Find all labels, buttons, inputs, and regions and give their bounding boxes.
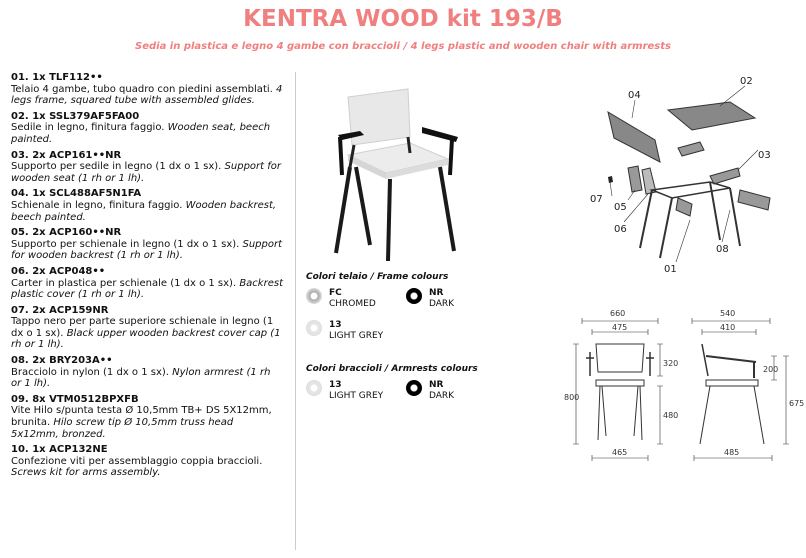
part-qty: 2x [32,227,46,239]
part-code: ACP159NR [49,304,109,316]
light-grey-swatch [306,320,322,336]
part-number: 03. [11,149,29,161]
part-desc-en: Black upper wooden backrest cover cap (1 rh or 1 lh). [11,327,281,351]
part-item [11,188,283,223]
light-grey-swatch [306,380,322,396]
dim-arm-height: 675 [789,399,805,408]
part-header [11,227,283,239]
chromed-swatch [306,288,322,304]
parts-list [11,72,283,483]
exploded-view-diagram [580,70,795,280]
part-desc-it: Sedile in legno, finitura faggio. [11,122,165,134]
part-code: ACP161••NR [49,149,122,161]
arm-colour-dark [406,380,506,402]
dark-swatch [406,380,422,396]
part-number: 01. [11,72,29,83]
dim-front-width-total: 660 [610,309,626,318]
dim-height-total: 800 [564,393,580,402]
callout-02: 02 [740,76,753,87]
arm-colour-light-grey [306,380,406,402]
part-item [11,394,283,440]
part-header [11,111,283,123]
callout-07: 07 [590,194,603,205]
column-divider [295,72,296,550]
part-header [11,355,283,367]
part-header [11,188,283,200]
part-desc-en: Support for wooden seat (1 rh or 1 lh). [11,161,282,184]
swatch-name: CHROMED [329,299,376,309]
part-item [11,111,283,146]
part-qty: 2x [32,265,46,277]
dark-swatch [406,288,422,304]
part-number: 09. [11,393,29,405]
part-header [11,444,283,456]
part-qty: 8x [32,393,46,405]
part-header [11,394,283,406]
part-desc-en: Nylon armrest (1 rh or 1 lh). [11,366,271,390]
page-subtitle: Sedia in plastica e legno 4 gambe con braccioli / 4 legs plastic and wooden chair with armrests [135,41,671,52]
part-desc-it: Bracciolo in nylon (1 dx o 1 sx). [11,366,169,378]
swatch-code: FC [329,288,342,298]
callout-04: 04 [628,90,641,101]
part-desc-en: Wooden backrest, beech painted. [11,199,277,223]
dim-side-depth-total: 540 [720,309,736,318]
part-desc-it: Schienale in legno, finitura faggio. [11,199,183,211]
part-qty: 1x [32,72,46,83]
part-qty: 2x [32,304,46,316]
swatch-name: LIGHT GREY [329,391,384,401]
part-code: TLF112•• [49,72,103,83]
part-item [11,227,283,262]
dim-seat-height: 480 [663,411,679,420]
page-title: KENTRA WOOD kit 193/B [243,6,563,32]
dim-front-width-base: 465 [612,448,628,457]
part-code: ACP160••NR [49,227,122,239]
part-item [11,444,283,479]
part-number: 08. [11,355,29,367]
part-code: ACP048•• [49,265,106,277]
part-qty: 2x [32,355,46,367]
part-code: BRY203A•• [49,355,113,367]
swatch-name: LIGHT GREY [329,331,384,341]
part-qty: 2x [32,149,46,161]
part-desc-en: Wooden seat, beech painted. [11,122,271,145]
part-code: VTM0512BPXFB [49,393,139,405]
swatch-code: NR [429,288,444,298]
part-qty: 1x [32,444,46,456]
frame-colours-heading: Colori telaio / Frame colours [306,272,449,282]
swatch-code: 13 [329,380,342,390]
part-header [11,266,283,278]
swatch-name: DARK [429,299,455,309]
dimension-drawings [560,300,805,558]
part-number: 02. [11,110,29,122]
part-qty: 1x [32,110,46,122]
callout-05: 05 [614,202,627,213]
part-desc-en: Hilo screw tip Ø 10,5mm truss head 5x12mm, bronzed. [11,417,234,440]
part-item [11,305,283,351]
part-desc-en: Backrest plastic cover (1 rh or 1 lh). [11,277,283,301]
frame-colour-light-grey [306,320,414,342]
part-desc-it: Vite Hilo s/punta testa Ø 10,5mm TB+ DS 5X12mm, brunita. [11,405,272,429]
dim-back-height: 320 [663,359,679,368]
part-desc-it: Supporto per schienale in legno (1 dx o 1 sx). [11,238,240,250]
part-item [11,355,283,390]
part-desc-it: Telaio 4 gambe, tubo quadro con piedini assemblati. [11,83,273,95]
callout-03: 03 [758,150,771,161]
part-header [11,305,283,317]
part-code: ACP132NE [49,444,108,456]
dim-side-depth-base: 485 [724,448,740,457]
part-header [11,150,283,162]
part-desc-en: Support for wooden backrest (1 rh or 1 lh). [11,238,283,262]
part-number: 06. [11,265,29,277]
swatch-name: DARK [429,391,455,401]
callout-06: 06 [614,224,627,235]
part-desc-it: Tappo nero per parte superiore schienale in legno (1 dx o 1 sx). [11,316,274,339]
dim-arm-from-seat: 200 [763,365,779,374]
part-desc-it: Carter in plastica per schienale (1 dx o 1 sx). [11,277,237,289]
frame-colour-dark [406,288,506,310]
part-item [11,72,283,107]
part-item [11,266,283,301]
part-code: SCL488AF5N1FA [49,188,142,200]
part-desc-it: Confezione viti per assemblaggio coppia braccioli. [11,455,263,467]
arm-colours-heading: Colori braccioli / Armrests colours [306,364,478,374]
part-header [11,72,283,84]
callout-08: 08 [716,244,729,255]
part-number: 04. [11,188,29,200]
swatch-code: NR [429,380,444,390]
part-number: 07. [11,304,29,316]
colour-options [306,272,506,412]
dim-side-depth-seat: 410 [720,323,736,332]
part-desc-en: 4 legs frame, squared tube with assembled glides. [11,83,283,107]
frame-colour-chromed [306,288,406,310]
callout-01: 01 [664,264,677,275]
part-number: 05. [11,227,29,239]
part-desc-en: Screws kit for arms assembly. [11,467,161,479]
part-item [11,150,283,185]
part-number: 10. [11,444,29,456]
part-desc-it: Supporto per sedile in legno (1 dx o 1 sx). [11,161,222,173]
part-qty: 1x [32,188,46,200]
swatch-code: 13 [329,320,342,330]
chair-photo [330,75,475,265]
part-code: SSL379AF5FA00 [49,110,140,122]
dim-front-width-seat: 475 [612,323,628,332]
